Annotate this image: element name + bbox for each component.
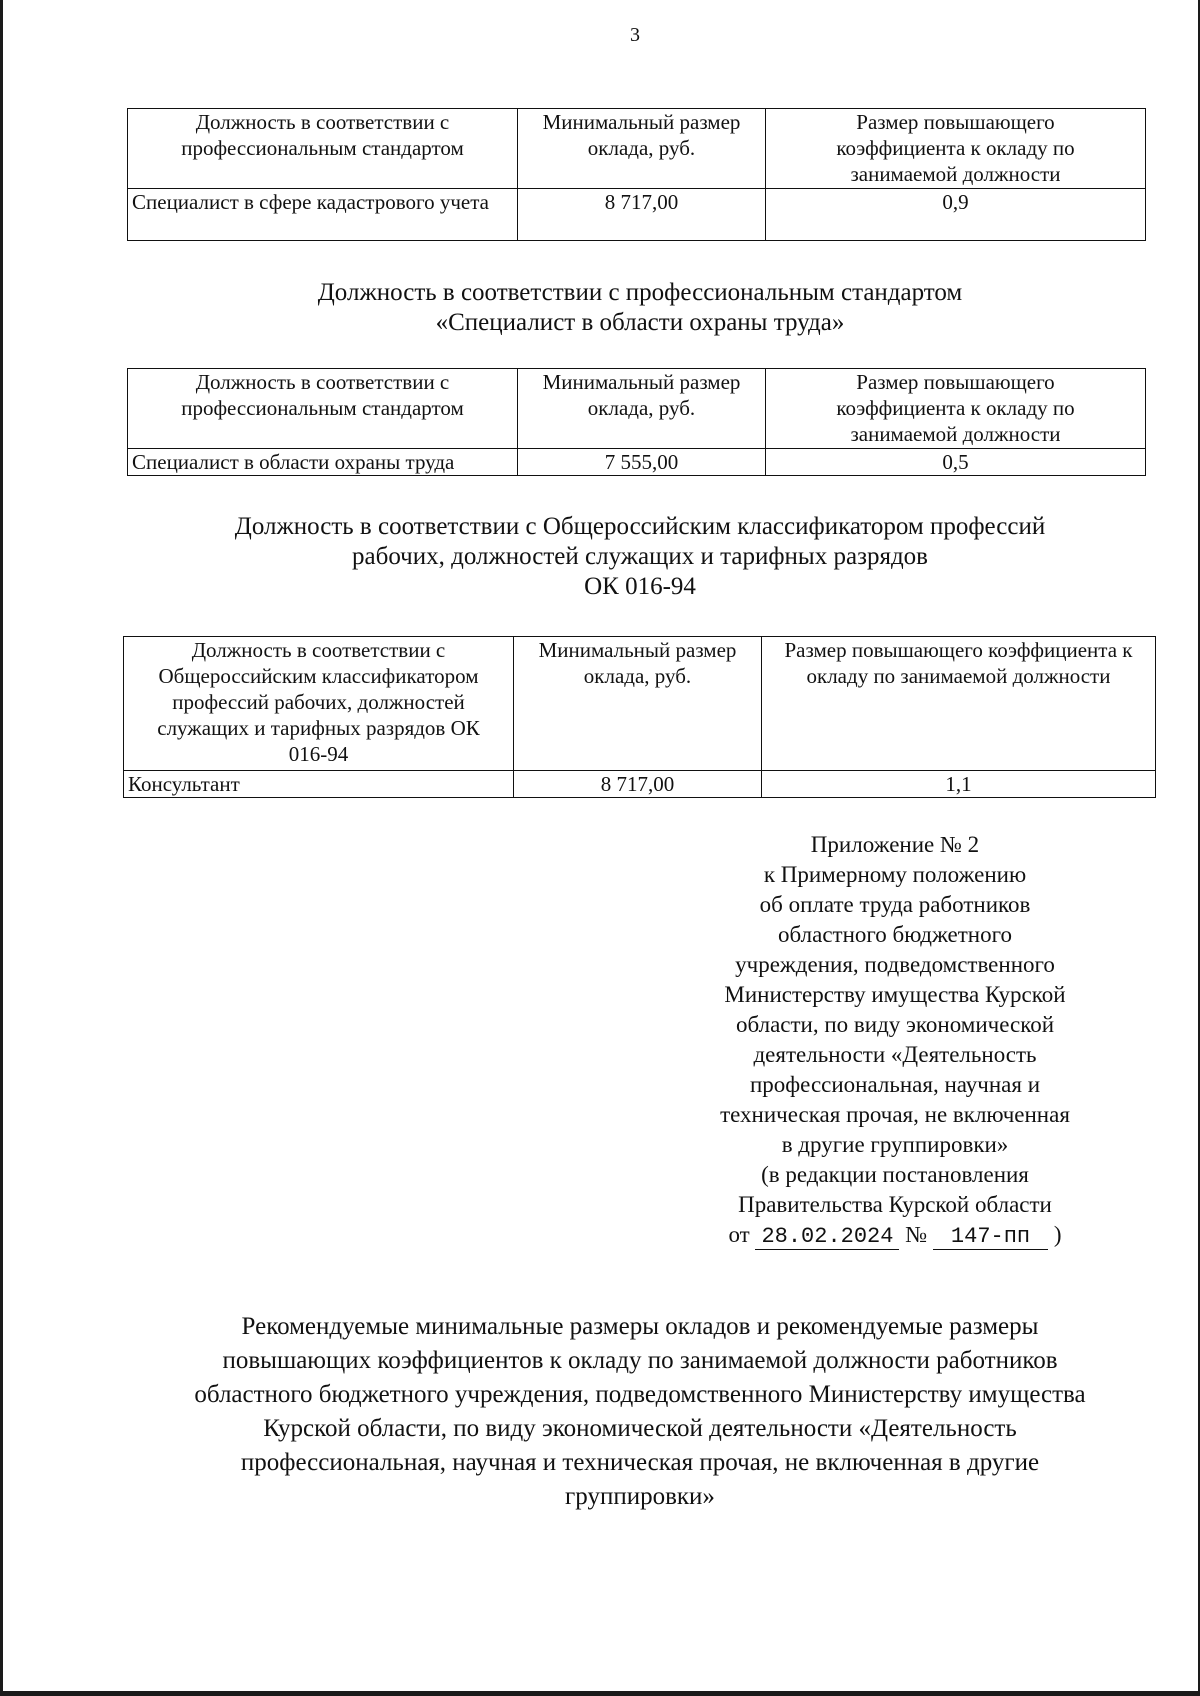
section-heading-labor-safety	[120, 278, 1160, 338]
header-coefficient: Размер повышающего коэффициента к окладу по занимаемой должности	[762, 637, 1156, 771]
appendix-title: Приложение № 2	[810, 832, 980, 857]
table-row	[128, 189, 1146, 241]
cell-min-salary: 8 717,00	[514, 771, 762, 798]
document-title: Рекомендуемые минимальные размеры окладов и рекомендуемые размеры повышающих коэффициентов к окладу по занимаемой должности работников областного бюджетного учреждения, подведомственного Министерству имущества Курской области, по виду экономической деятельности «Деятельность профессиональная, научная и техническая прочая, не включенная в другие группировки»	[194, 1313, 1086, 1510]
appendix-line: (в редакции постановления	[761, 1162, 1029, 1187]
date-prefix: от	[728, 1222, 750, 1247]
appendix-line: в другие группировки»	[781, 1132, 1009, 1157]
heading-line: Должность в соответствии с Общероссийским классификатором профессий	[234, 513, 1046, 540]
table-header-row	[128, 369, 1146, 449]
appendix-line: техническая прочая, не включенная	[720, 1102, 1070, 1127]
salary-table-labor-safety	[127, 368, 1146, 476]
appendix-line: Министерству имущества Курской	[724, 982, 1066, 1007]
cell-position: Консультант	[124, 771, 514, 798]
appendix-line: областного бюджетного	[778, 922, 1012, 947]
cell-min-salary: 7 555,00	[518, 449, 766, 476]
page-border-bottom	[0, 1691, 1200, 1696]
appendix-line: Правительства Курской области	[738, 1192, 1052, 1217]
section-heading-ok-016-94	[120, 512, 1160, 602]
heading-line: Должность в соответствии с профессиональным стандартом	[317, 279, 963, 306]
appendix-line: области, по виду экономической	[735, 1012, 1055, 1037]
resolution-date: 28.02.2024	[755, 1224, 899, 1250]
appendix-block	[680, 830, 1110, 1252]
table-header-row	[124, 637, 1156, 771]
closing-paren: )	[1053, 1222, 1062, 1247]
number-sign: №	[905, 1222, 928, 1247]
appendix-line: учреждения, подведомственного	[735, 952, 1055, 977]
appendix-line: об оплате труда работников	[759, 892, 1031, 917]
resolution-number: 147-пп	[933, 1224, 1048, 1250]
table-row	[128, 449, 1146, 476]
appendix-line: к Примерному положению	[763, 862, 1027, 887]
page-number: 3	[630, 24, 640, 46]
salary-table-cadastral	[127, 108, 1146, 241]
cell-coefficient: 0,9	[766, 189, 1146, 241]
header-min-salary: Минимальный размер оклада, руб.	[518, 109, 766, 189]
header-position: Должность в соответствии с профессиональным стандартом	[128, 369, 518, 449]
salary-table-consultant	[123, 636, 1156, 798]
header-coefficient: Размер повышающего коэффициента к окладу по занимаемой должности	[766, 369, 1146, 449]
heading-line: «Специалист в области охраны труда»	[435, 309, 845, 336]
table-row	[124, 771, 1156, 798]
cell-coefficient: 1,1	[762, 771, 1156, 798]
header-position: Должность в соответствии с профессиональным стандартом	[128, 109, 518, 189]
appendix-line: профессиональная, научная и	[749, 1072, 1041, 1097]
header-coefficient: Размер повышающего коэффициента к окладу по занимаемой должности	[766, 109, 1146, 189]
appendix-date-line	[680, 1220, 1110, 1252]
cell-min-salary: 8 717,00	[518, 189, 766, 241]
header-position: Должность в соответствии с Общероссийским классификатором профессий рабочих, должностей служащих и тарифных разрядов ОК 016-94	[124, 637, 514, 771]
page-border-left	[0, 0, 3, 1696]
heading-line: ОК 016-94	[584, 573, 696, 600]
cell-position: Специалист в области охраны труда	[128, 449, 518, 476]
header-min-salary: Минимальный размер оклада, руб.	[518, 369, 766, 449]
heading-line: рабочих, должностей служащих и тарифных разрядов	[352, 543, 928, 570]
cell-coefficient: 0,5	[766, 449, 1146, 476]
header-min-salary: Минимальный размер оклада, руб.	[514, 637, 762, 771]
cell-position: Специалист в сфере кадастрового учета	[128, 189, 518, 241]
table-header-row	[128, 109, 1146, 189]
appendix-line: деятельности «Деятельность	[753, 1042, 1037, 1067]
